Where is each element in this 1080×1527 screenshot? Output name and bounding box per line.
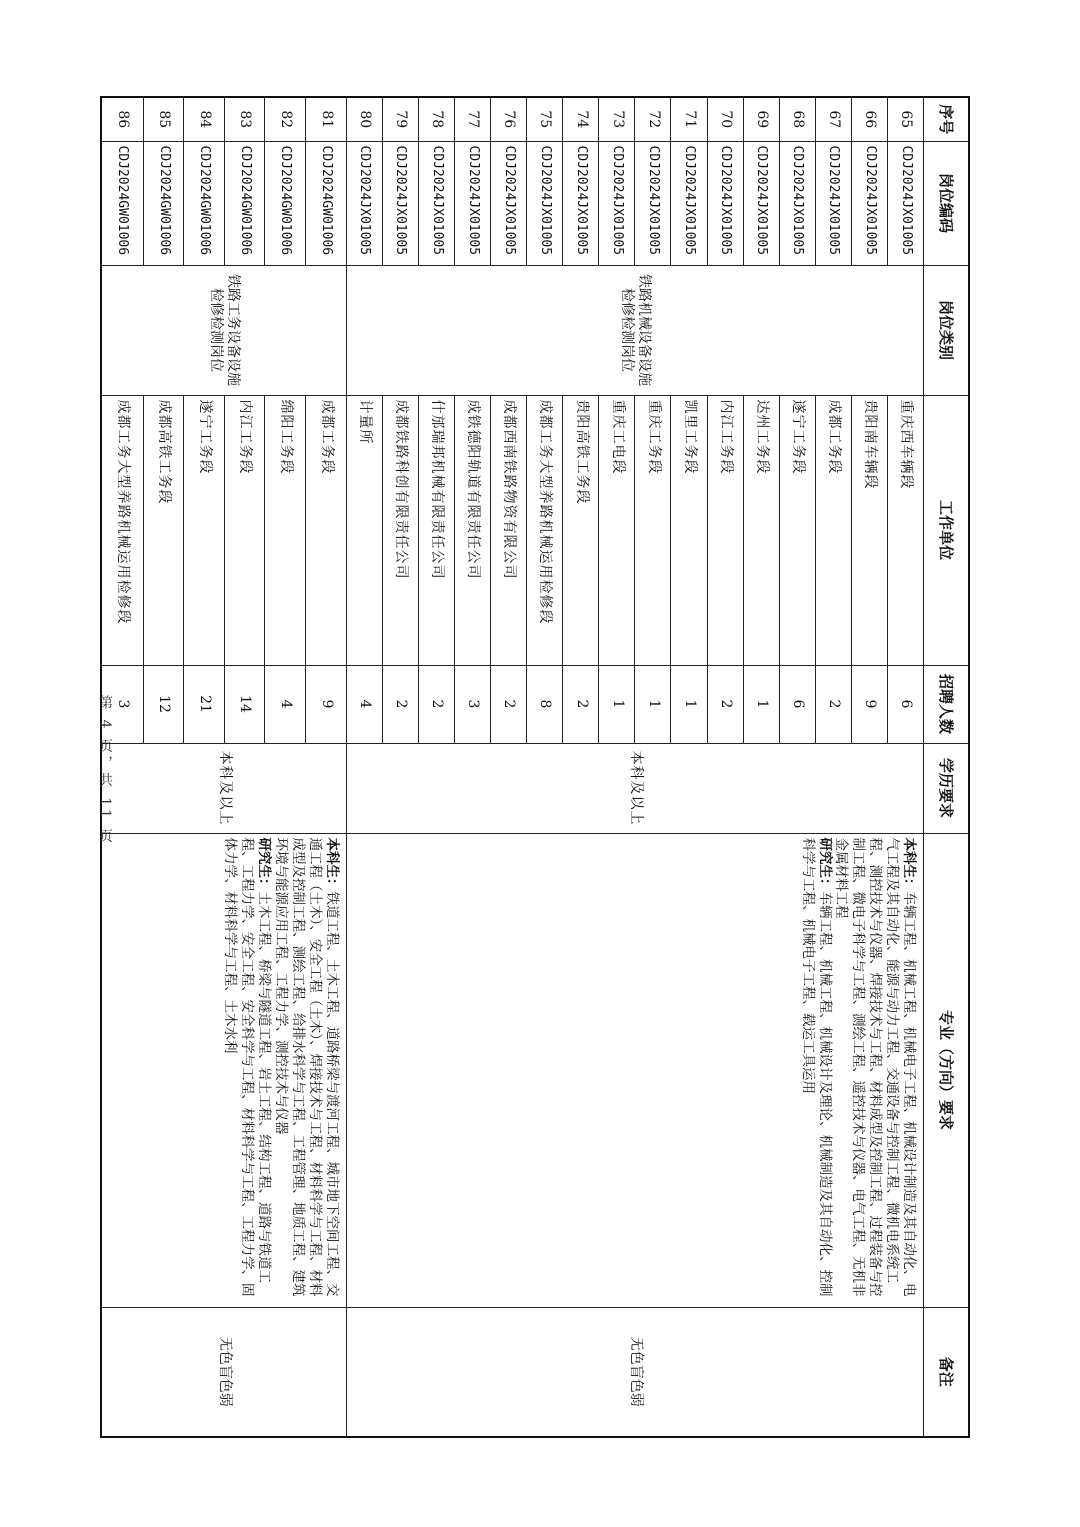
header-seq: 序号 bbox=[924, 97, 970, 141]
cell-code: CDJ2024GW01006 bbox=[265, 141, 306, 265]
education-cell-group1: 本科及以上 bbox=[346, 743, 923, 833]
cell-code: CDJ2024JX01005 bbox=[851, 141, 887, 265]
cell-code: CDJ2024JX01005 bbox=[635, 141, 671, 265]
cell-count: 3 bbox=[101, 665, 143, 743]
cell-seq: 75 bbox=[527, 97, 563, 141]
major-text-undergrad: 车辆工程、机械工程、机械电子工程、机械设计制造及其自动化、电气工程及其自动化、能源与动力工程、交通设备与控制工程、微机电系统工程、测控技术与仪器、焊接技术与工程、材料成型及控制工程、过程装备与控制工程、微电子科学与工程、测绘工程、遥控技术与仪器、电气工程、无机非金属材料工程 bbox=[833, 837, 917, 1297]
cell-seq: 74 bbox=[563, 97, 599, 141]
cell-unit: 遂宁工务段 bbox=[779, 395, 815, 665]
cell-code: CDJ2024JX01005 bbox=[382, 141, 418, 265]
table-row bbox=[887, 97, 923, 1437]
cell-code: CDJ2024GW01006 bbox=[101, 141, 143, 265]
header-major: 专业（方向）要求 bbox=[924, 833, 970, 1307]
cell-count: 2 bbox=[382, 665, 418, 743]
cell-unit: 贵阳南车辆段 bbox=[851, 395, 887, 665]
cell-seq: 81 bbox=[306, 97, 347, 141]
major-text-undergrad: 铁道工程、土木工程、道路桥梁与渡河工程、城市地下空间工程、交通工程（土木）、安全工程（土木）、焊接技术与工程、材料科学与工程、材料成型及控制工程、测绘工程、给排水科学与工程、工程管理、地质工程、建筑环境与能源应用工程、工程力学、测控技术与仪器 bbox=[273, 837, 340, 1297]
cell-unit: 重庆工务段 bbox=[635, 395, 671, 665]
education-cell-group2: 本科及以上 bbox=[101, 743, 346, 833]
note-cell-group2: 无色盲色弱 bbox=[101, 1307, 346, 1437]
cell-code: CDJ2024JX01005 bbox=[779, 141, 815, 265]
cell-seq: 86 bbox=[101, 97, 143, 141]
cell-code: CDJ2024GW01006 bbox=[224, 141, 265, 265]
cell-unit: 贵阳高铁工务段 bbox=[563, 395, 599, 665]
cell-count: 4 bbox=[265, 665, 306, 743]
table-row bbox=[306, 97, 347, 1437]
cell-seq: 83 bbox=[224, 97, 265, 141]
cell-code: CDJ2024JX01005 bbox=[815, 141, 851, 265]
cell-code: CDJ2024JX01005 bbox=[346, 141, 382, 265]
cell-code: CDJ2024JX01005 bbox=[707, 141, 743, 265]
cell-count: 9 bbox=[306, 665, 347, 743]
cell-seq: 67 bbox=[815, 97, 851, 141]
cell-seq: 79 bbox=[382, 97, 418, 141]
header-code: 岗位编码 bbox=[924, 141, 970, 265]
major-text-grad: 车辆工程、机械工程、机械设计及理论、机械制造及其自动化、控制科学与工程、机械电子工程、载运工具运用 bbox=[799, 837, 833, 1297]
cell-unit: 成都西南铁路物资有限公司 bbox=[491, 395, 527, 665]
cell-unit: 成都铁路科创有限责任公司 bbox=[382, 395, 418, 665]
major-cell-group1 bbox=[346, 833, 923, 1307]
cell-count: 14 bbox=[224, 665, 265, 743]
rotated-page bbox=[100, 96, 970, 1436]
cell-unit: 达州工务段 bbox=[743, 395, 779, 665]
major-label-undergrad: 本科生： bbox=[323, 837, 340, 892]
major-cell-group2 bbox=[101, 833, 346, 1307]
cell-count: 6 bbox=[779, 665, 815, 743]
cell-seq: 65 bbox=[887, 97, 923, 141]
cell-unit: 内江工务段 bbox=[224, 395, 265, 665]
cell-seq: 69 bbox=[743, 97, 779, 141]
major-text-grad: 土木工程、桥梁与隧道工程、岩土工程、结构工程、道路与铁道工程、工程力学、安全工程、安全科学与工程、材料科学与工程、工程力学、固体力学、材料科学与工程、土木水利 bbox=[222, 837, 273, 1297]
cell-unit: 成铁德阳轨道有限责任公司 bbox=[454, 395, 490, 665]
category-cell-group2: 铁路工务设备设施检修检测岗位 bbox=[101, 265, 346, 395]
cell-count: 4 bbox=[346, 665, 382, 743]
cell-seq: 80 bbox=[346, 97, 382, 141]
cell-unit: 计量所 bbox=[346, 395, 382, 665]
cell-code: CDJ2024GW01006 bbox=[143, 141, 184, 265]
cell-unit: 成都工务段 bbox=[815, 395, 851, 665]
cell-code: CDJ2024JX01005 bbox=[454, 141, 490, 265]
cell-unit: 遂宁工务段 bbox=[184, 395, 225, 665]
major-label-undergrad: 本科生： bbox=[901, 837, 917, 892]
cell-count: 1 bbox=[599, 665, 635, 743]
cell-code: CDJ2024GW01006 bbox=[184, 141, 225, 265]
cell-code: CDJ2024JX01005 bbox=[887, 141, 923, 265]
category-cell-group1: 铁路机械设备设施检修检测岗位 bbox=[346, 265, 923, 395]
cell-count: 12 bbox=[143, 665, 184, 743]
cell-seq: 71 bbox=[671, 97, 707, 141]
cell-count: 2 bbox=[491, 665, 527, 743]
cell-count: 1 bbox=[635, 665, 671, 743]
cell-code: CDJ2024GW01006 bbox=[306, 141, 347, 265]
cell-seq: 78 bbox=[418, 97, 454, 141]
cell-seq: 68 bbox=[779, 97, 815, 141]
cell-code: CDJ2024JX01005 bbox=[491, 141, 527, 265]
cell-seq: 84 bbox=[184, 97, 225, 141]
cell-seq: 76 bbox=[491, 97, 527, 141]
cell-unit: 内江工务段 bbox=[707, 395, 743, 665]
cell-count: 1 bbox=[671, 665, 707, 743]
cell-unit: 成都工务大型养路机械运用检修段 bbox=[101, 395, 143, 665]
major-label-grad: 研究生： bbox=[816, 837, 833, 892]
cell-count: 8 bbox=[527, 665, 563, 743]
cell-count: 3 bbox=[454, 665, 490, 743]
cell-unit: 什邡瑞邦机械有限责任公司 bbox=[418, 395, 454, 665]
cell-unit: 绵阳工务段 bbox=[265, 395, 306, 665]
recruitment-table bbox=[100, 96, 970, 1438]
header-category: 岗位类别 bbox=[924, 265, 970, 395]
cell-unit: 重庆西车辆段 bbox=[887, 395, 923, 665]
cell-unit: 重庆工电段 bbox=[599, 395, 635, 665]
cell-seq: 70 bbox=[707, 97, 743, 141]
major-label-grad: 研究生： bbox=[256, 837, 273, 892]
cell-unit: 成都工务段 bbox=[306, 395, 347, 665]
cell-seq: 73 bbox=[599, 97, 635, 141]
note-cell-group1: 无色盲色弱 bbox=[346, 1307, 923, 1437]
cell-count: 2 bbox=[815, 665, 851, 743]
cell-count: 2 bbox=[707, 665, 743, 743]
header-row bbox=[924, 97, 970, 1437]
cell-count: 2 bbox=[563, 665, 599, 743]
cell-seq: 77 bbox=[454, 97, 490, 141]
cell-unit: 成都高铁工务段 bbox=[143, 395, 184, 665]
cell-seq: 85 bbox=[143, 97, 184, 141]
cell-count: 6 bbox=[887, 665, 923, 743]
header-note: 备注 bbox=[924, 1307, 970, 1437]
cell-code: CDJ2024JX01005 bbox=[563, 141, 599, 265]
cell-unit: 成都工务大型养路机械运用检修段 bbox=[527, 395, 563, 665]
header-count: 招聘人数 bbox=[924, 665, 970, 743]
header-unit: 工作单位 bbox=[924, 395, 970, 665]
cell-code: CDJ2024JX01005 bbox=[527, 141, 563, 265]
header-education: 学历要求 bbox=[924, 743, 970, 833]
cell-code: CDJ2024JX01005 bbox=[418, 141, 454, 265]
cell-count: 9 bbox=[851, 665, 887, 743]
cell-unit: 凯里工务段 bbox=[671, 395, 707, 665]
cell-seq: 82 bbox=[265, 97, 306, 141]
page-footer: 第 4 页，共 11 页 bbox=[97, 694, 113, 846]
cell-seq: 66 bbox=[851, 97, 887, 141]
cell-code: CDJ2024JX01005 bbox=[743, 141, 779, 265]
cell-code: CDJ2024JX01005 bbox=[599, 141, 635, 265]
cell-count: 1 bbox=[743, 665, 779, 743]
cell-count: 21 bbox=[184, 665, 225, 743]
cell-seq: 72 bbox=[635, 97, 671, 141]
cell-code: CDJ2024JX01005 bbox=[671, 141, 707, 265]
cell-count: 2 bbox=[418, 665, 454, 743]
